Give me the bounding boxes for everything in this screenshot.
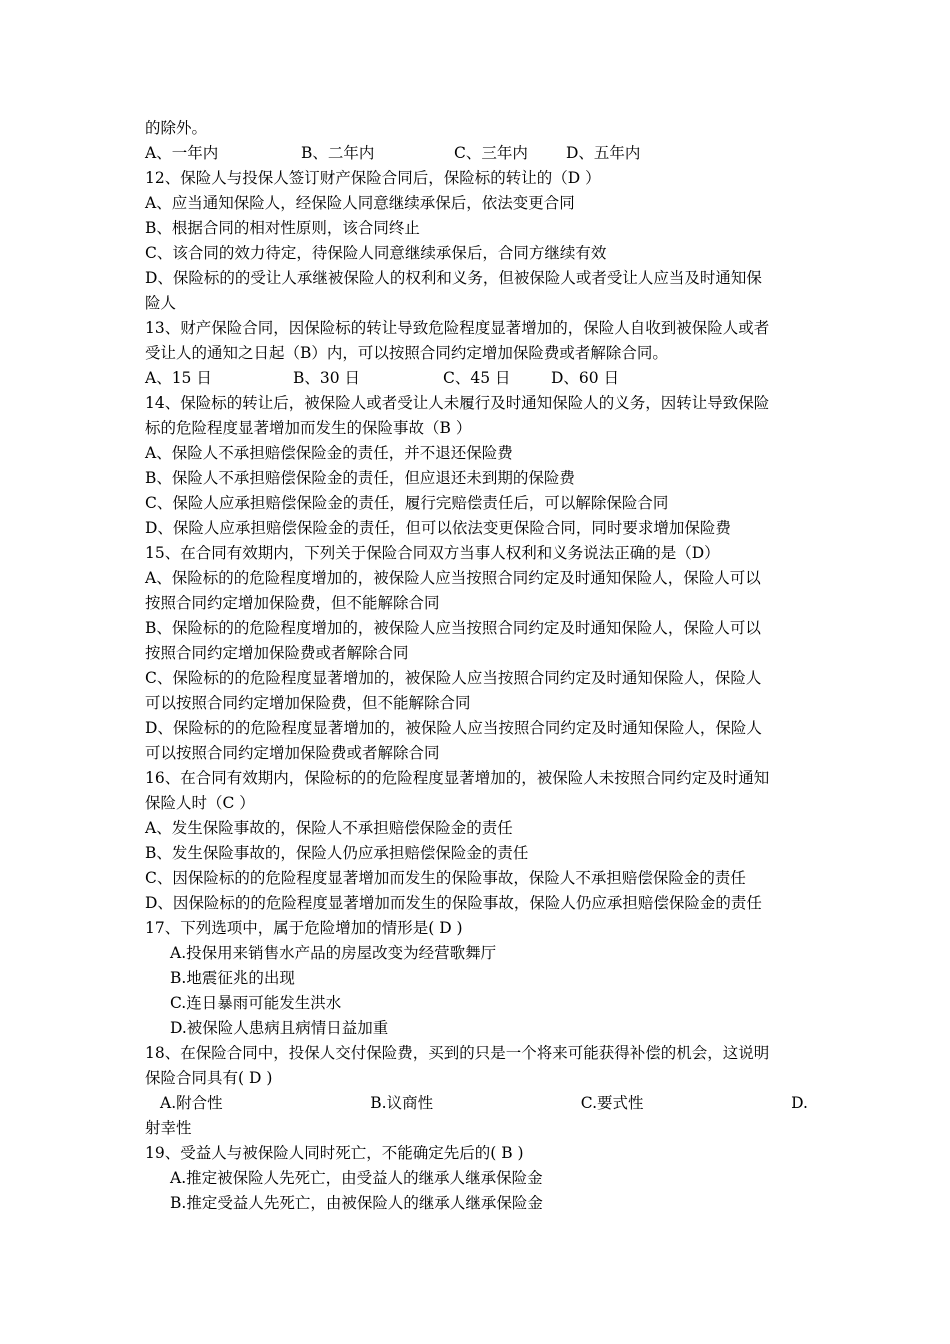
q15-option-a: A、保险标的的危险程度增加的，被保险人应当按照合同约定及时通知保险人，保险人可以	[145, 569, 761, 587]
option-b: B、30 日	[293, 369, 361, 387]
question-18: 18、在保险合同中，投保人交付保险费，买到的只是一个将来可能获得补偿的机会，这说明	[145, 1044, 770, 1062]
question-12: 12、保险人与投保人签订财产保险合同后，保险标的转让的（D ）	[145, 169, 601, 187]
option-a: A.附合性	[160, 1094, 223, 1112]
question-14: 14、保险标的转让后，被保险人或者受让人未履行及时通知保险人的义务，因转让导致保险	[145, 394, 770, 412]
q16-option-c: C、因保险标的的危险程度显著增加而发生的保险事故，保险人不承担赔偿保险金的责任	[145, 869, 746, 887]
option-a: A、15 日	[145, 369, 212, 387]
q14-option-b: B、保险人不承担赔偿保险金的责任，但应退还未到期的保险费	[145, 469, 575, 487]
q12-option-b: B、根据合同的相对性原则，该合同终止	[145, 219, 420, 237]
text-line: 险人	[145, 294, 177, 312]
text-line: 射幸性	[145, 1119, 192, 1137]
q12-option-a: A、应当通知保险人，经保险人同意继续承保后，依法变更合同	[145, 194, 575, 212]
q17-option-d: D.被保险人患病且病情日益加重	[170, 1019, 389, 1037]
question-13: 13、财产保险合同，因保险标的转让导致危险程度显著增加的，保险人自收到被保险人或者	[145, 319, 770, 337]
q17-option-b: B.地震征兆的出现	[170, 969, 295, 987]
option-b: B、二年内	[301, 144, 375, 162]
text-line: 按照合同约定增加保险费或者解除合同	[145, 644, 409, 662]
q19-option-a: A.推定被保险人先死亡，由受益人的继承人继承保险金	[170, 1169, 543, 1187]
question-19: 19、受益人与被保险人同时死亡，不能确定先后的( B )	[145, 1144, 524, 1162]
q16-option-a: A、发生保险事故的，保险人不承担赔偿保险金的责任	[145, 819, 513, 837]
q16-option-d: D、因保险标的的危险程度显著增加而发生的保险事故，保险人仍应承担赔偿保险金的责任	[145, 894, 762, 912]
text-line: 按照合同约定增加保险费，但不能解除合同	[145, 594, 440, 612]
option-d: D、60 日	[551, 369, 620, 387]
q14-option-c: C、保险人应承担赔偿保险金的责任，履行完赔偿责任后，可以解除保险合同	[145, 494, 669, 512]
text-line: 保险人时（C ）	[145, 794, 255, 812]
q18-options	[160, 1093, 808, 1113]
q14-option-d: D、保险人应承担赔偿保险金的责任，但可以依法变更保险合同，同时要求增加保险费	[145, 519, 731, 537]
option-d: D、五年内	[566, 144, 641, 162]
text-line: 的除外。	[145, 119, 208, 137]
q17-option-a: A.投保用来销售水产品的房屋改变为经营歌舞厅	[170, 944, 497, 962]
q12-option-d: D、保险标的的受让人承继被保险人的权利和义务，但被保险人或者受让人应当及时通知保	[145, 269, 762, 287]
q11-options	[145, 143, 810, 163]
question-16: 16、在合同有效期内，保险标的的危险程度显著增加的，被保险人未按照合同约定及时通知	[145, 769, 770, 787]
option-d: D.	[791, 1094, 808, 1112]
q13-options	[145, 368, 810, 388]
q15-option-c: C、保险标的的危险程度显著增加的，被保险人应当按照合同约定及时通知保险人，保险人	[145, 669, 762, 687]
text-line: 保险合同具有( D )	[145, 1069, 273, 1087]
option-b: B.议商性	[370, 1094, 434, 1112]
option-c: C.要式性	[580, 1094, 644, 1112]
q15-option-d: D、保险标的的危险程度显著增加的，被保险人应当按照合同约定及时通知保险人，保险人	[145, 719, 762, 737]
q17-option-c: C.连日暴雨可能发生洪水	[170, 994, 342, 1012]
q15-option-b: B、保险标的的危险程度增加的，被保险人应当按照合同约定及时通知保险人，保险人可以	[145, 619, 761, 637]
option-c: C、三年内	[454, 144, 528, 162]
question-17: 17、下列选项中，属于危险增加的情形是( D )	[145, 919, 463, 937]
text-line: 可以按照合同约定增加保险费或者解除合同	[145, 744, 440, 762]
text-line: 受让人的通知之日起（B）内，可以按照合同约定增加保险费或者解除合同。	[145, 344, 668, 362]
q19-option-b: B.推定受益人先死亡，由被保险人的继承人继承保险金	[170, 1194, 543, 1212]
q12-option-c: C、该合同的效力待定，待保险人同意继续承保后，合同方继续有效	[145, 244, 607, 262]
q16-option-b: B、发生保险事故的，保险人仍应承担赔偿保险金的责任	[145, 844, 529, 862]
question-15: 15、在合同有效期内，下列关于保险合同双方当事人权利和义务说法正确的是（D）	[145, 544, 720, 562]
option-a: A、一年内	[145, 144, 219, 162]
text-line: 可以按照合同约定增加保险费，但不能解除合同	[145, 694, 471, 712]
option-c: C、45 日	[443, 369, 511, 387]
q14-option-a: A、保险人不承担赔偿保险金的责任，并不退还保险费	[145, 444, 513, 462]
text-line: 标的危险程度显著增加而发生的保险事故（B ）	[145, 419, 472, 437]
